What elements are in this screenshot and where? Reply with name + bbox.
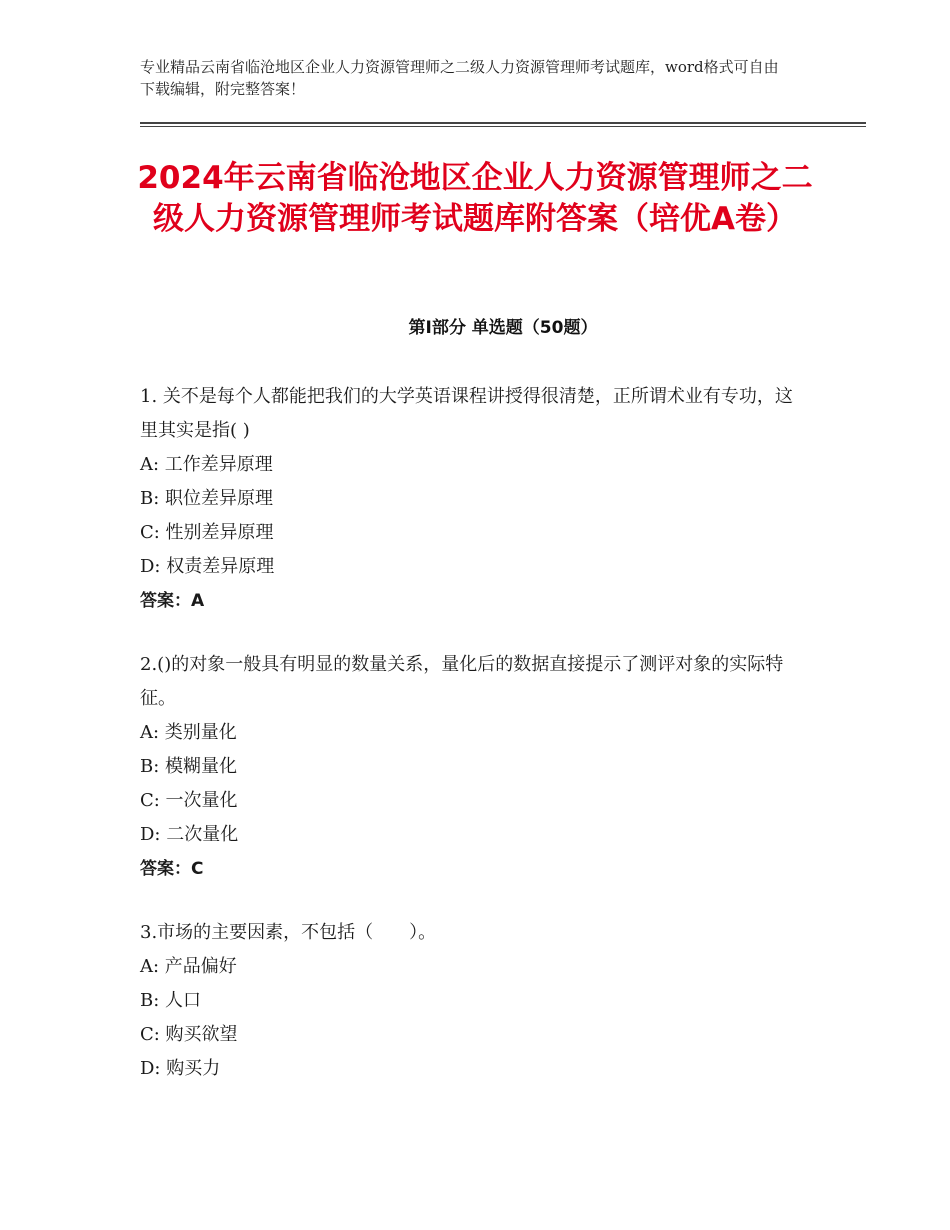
option-d: D: 二次量化	[140, 824, 239, 845]
question-1	[140, 380, 810, 618]
question-stem: 1. 关不是每个人都能把我们的大学英语课程讲授得很清楚，正所谓术业有专功，这里其实是指( )	[140, 386, 793, 441]
header-note: 专业精品云南省临沧地区企业人力资源管理师之二级人力资源管理师考试题库，word格式可自由下载编辑，附完整答案！	[140, 58, 779, 98]
answer: 答案：A	[140, 591, 205, 611]
option-d: D: 权责差异原理	[140, 556, 275, 577]
answer: 答案：C	[140, 859, 204, 879]
option-b: B: 人口	[140, 990, 202, 1011]
option-c: C: 一次量化	[140, 790, 238, 811]
document-title: 2024年云南省临沧地区企业人力资源管理师之二级人力资源管理师考试题库附答案（培优A卷）	[137, 160, 813, 237]
option-c: C: 购买欲望	[140, 1024, 238, 1045]
option-a: A: 类别量化	[140, 722, 237, 743]
header-rule-thin	[140, 126, 866, 127]
question-stem: 2.()的对象一般具有明显的数量关系，量化后的数据直接提示了测评对象的实际特征。	[140, 654, 784, 709]
option-c: C: 性别差异原理	[140, 522, 274, 543]
section-title: 第Ⅰ部分 单选题（50题）	[408, 318, 598, 338]
option-d: D: 购买力	[140, 1058, 221, 1079]
option-b: B: 职位差异原理	[140, 488, 274, 509]
question-stem: 3.市场的主要因素，不包括（ ）。	[140, 922, 437, 943]
question-3	[140, 916, 810, 1086]
question-2	[140, 648, 810, 886]
option-a: A: 工作差异原理	[140, 454, 273, 475]
option-b: B: 模糊量化	[140, 756, 238, 777]
header-rule-thick	[140, 122, 866, 124]
question-list	[140, 380, 810, 1116]
option-a: A: 产品偏好	[140, 956, 237, 977]
